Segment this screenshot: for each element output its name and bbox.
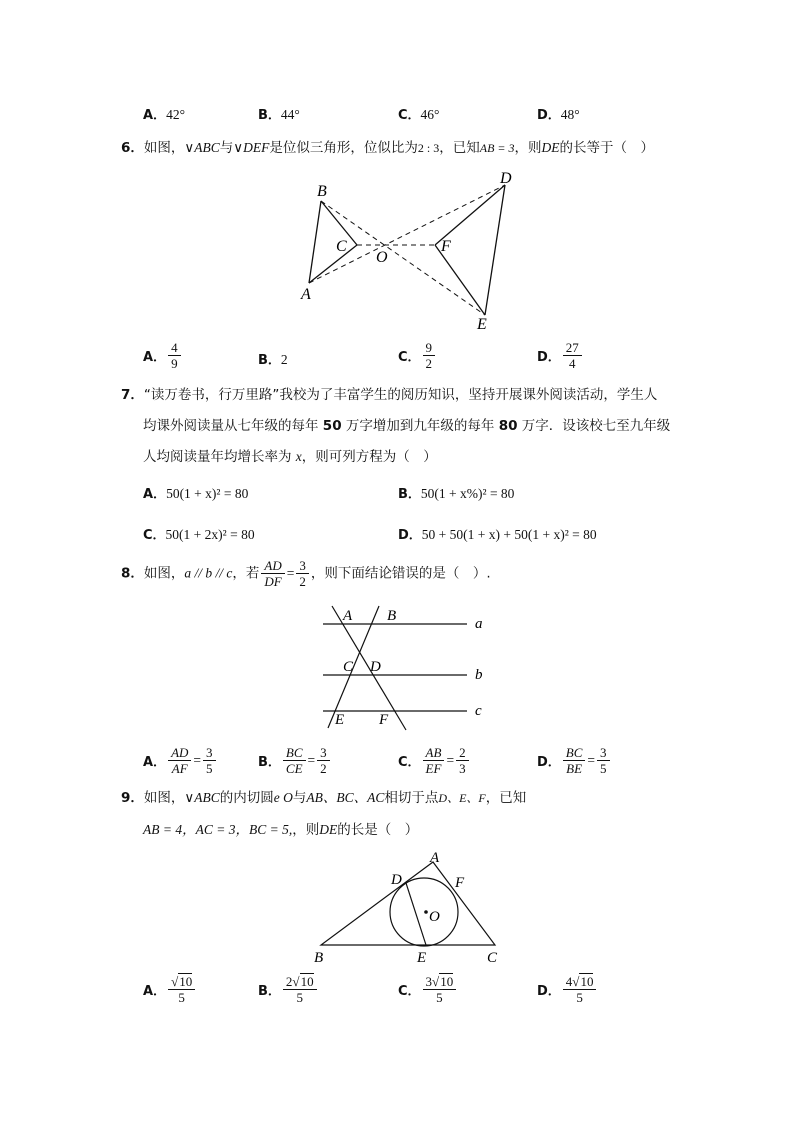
q6-label-e: E: [477, 316, 487, 333]
fraction: $\frac{AB}{EF}$: [423, 745, 445, 776]
q6-figure: [295, 165, 525, 335]
q5-option-d[interactable]: D．48°: [537, 107, 580, 123]
fraction: $\frac{3}{5}$: [203, 745, 216, 776]
q6-dashed-ad: [309, 185, 505, 283]
q9-option-a[interactable]: A． $\frac{√10}{5}$: [143, 974, 197, 1005]
q6-segment-fe: [435, 245, 485, 315]
q7-option-a[interactable]: A．50(1 + x)² = 80: [143, 486, 249, 502]
fraction: $\frac{2√10}{5}$: [283, 974, 317, 1005]
q6-label-a: A: [301, 286, 311, 303]
q9-label-c: C: [487, 950, 498, 966]
q9-label-o: O: [429, 909, 440, 925]
q8-label-b-point: B: [387, 608, 397, 624]
fraction: $\frac{3√10}{5}$: [423, 974, 457, 1005]
q6-label-b: B: [317, 183, 327, 200]
q9-option-b[interactable]: B． $\frac{2√10}{5}$: [258, 974, 319, 1005]
q8-option-b[interactable]: B． $\frac{BC}{CE}$ = $\frac{3}{2}$: [258, 745, 332, 776]
fraction: $\frac{3}{5}$: [597, 745, 610, 776]
q5-option-b[interactable]: B．44°: [258, 107, 300, 123]
fraction: $\frac{BC}{CE}$: [283, 745, 306, 776]
q7-option-d[interactable]: D．50 + 50(1 + x) + 50(1 + x)² = 80: [398, 527, 597, 543]
q8-label-c-point: C: [343, 659, 354, 675]
q9-center-dot: [424, 910, 428, 914]
fraction: $\frac{9}{2}$: [423, 340, 436, 371]
fraction: $\frac{27}{4}$: [563, 340, 582, 371]
q9-label-a: A: [430, 850, 440, 866]
q6-label-f: F: [441, 238, 451, 255]
q6-label-d: D: [500, 170, 512, 187]
q9-label-b: B: [314, 950, 324, 966]
q8-label-line-a: a: [475, 616, 483, 632]
fraction: $\frac{4}{9}$: [168, 340, 181, 371]
q7-stem-line3: 人均阅读量年均增长率为 x，则可列方程为（ ）: [143, 449, 437, 465]
q8-label-line-b: b: [475, 667, 483, 683]
q7-stem-line2: 均课外阅读量从七年级的每年 50 万字增加到九年级的每年 80 万字．设该校七至九年级: [143, 418, 671, 434]
q6-dashed-be: [321, 201, 485, 315]
fraction: $\frac{2}{3}$: [456, 745, 469, 776]
q8-label-a-point: A: [343, 608, 353, 624]
q7-option-c[interactable]: C．50(1 + 2x)² = 80: [143, 527, 255, 543]
q9-stem-line2: AB = 4，AC = 3，BC = 5,，则DE的长是（ ）: [143, 822, 419, 838]
q8-stem: 8．如图，a // b // c，若 $\frac{AD}{DF}$ = $\frac{3}{2}$ ，则下面结论错误的是（ ）.: [121, 558, 491, 589]
q8-figure: [315, 600, 495, 735]
q7-option-b[interactable]: B．50(1 + x%)² = 80: [398, 486, 515, 502]
q5-option-c[interactable]: C．46°: [398, 107, 440, 123]
q9-incircle: [390, 878, 458, 946]
q6-option-a[interactable]: A． $\frac{4}{9}$: [143, 340, 183, 371]
q8-option-d[interactable]: D． $\frac{BC}{BE}$ = $\frac{3}{5}$: [537, 745, 612, 776]
q9-label-f: F: [455, 875, 465, 891]
q6-option-c[interactable]: C． $\frac{9}{2}$: [398, 340, 437, 371]
q8-label-d-point: D: [370, 659, 381, 675]
q9-label-e: E: [417, 950, 427, 966]
q9-segment-de: [406, 883, 426, 945]
fraction: $\frac{3}{2}$: [296, 558, 309, 589]
q7-stem-line1: 7．“读万卷书，行万里路”我校为了丰富学生的阅历知识，坚持开展课外阅读活动，学生人: [121, 387, 658, 403]
q8-option-c[interactable]: C． $\frac{AB}{EF}$ = $\frac{2}{3}$: [398, 745, 471, 776]
q8-label-f-point: F: [379, 712, 389, 728]
fraction: $\frac{AD}{AF}$: [168, 745, 191, 776]
fraction: $\frac{√10}{5}$: [168, 974, 195, 1005]
q8-label-line-c: c: [475, 703, 482, 719]
q6-segment-ab: [309, 201, 321, 283]
q8-option-a[interactable]: A． $\frac{AD}{AF}$ = $\frac{3}{5}$: [143, 745, 218, 776]
q6-segment-de: [485, 185, 505, 315]
q6-label-o: O: [376, 249, 388, 266]
q9-stem-line1: 9．如图，∨ABC的内切圆e O与AB、BC、AC相切于点D、E、F，已知: [121, 790, 527, 806]
q9-figure: [310, 845, 510, 970]
fraction: $\frac{3}{2}$: [317, 745, 330, 776]
fraction: $\frac{BC}{BE}$: [563, 745, 586, 776]
q6-stem: 6．如图，∨ABC与∨DEF是位似三角形，位似比为2 : 3，已知AB = 3，则DE的长等于（ ）: [121, 140, 655, 156]
q9-option-c[interactable]: C． $\frac{3√10}{5}$: [398, 974, 458, 1005]
q6-segment-ca: [309, 245, 357, 283]
q6-option-b[interactable]: B．2: [258, 352, 288, 368]
q6-option-d[interactable]: D． $\frac{27}{4}$: [537, 340, 584, 371]
q9-label-d: D: [391, 872, 402, 888]
fraction: $\frac{AD}{DF}$: [261, 558, 284, 589]
q6-label-c: C: [336, 238, 347, 255]
q9-triangle-abc: [321, 862, 495, 945]
q9-option-d[interactable]: D． $\frac{4√10}{5}$: [537, 974, 598, 1005]
q8-label-e-point: E: [335, 712, 345, 728]
q6-segment-df: [435, 185, 505, 245]
fraction: $\frac{4√10}{5}$: [563, 974, 597, 1005]
q5-option-a[interactable]: A．42°: [143, 107, 185, 123]
